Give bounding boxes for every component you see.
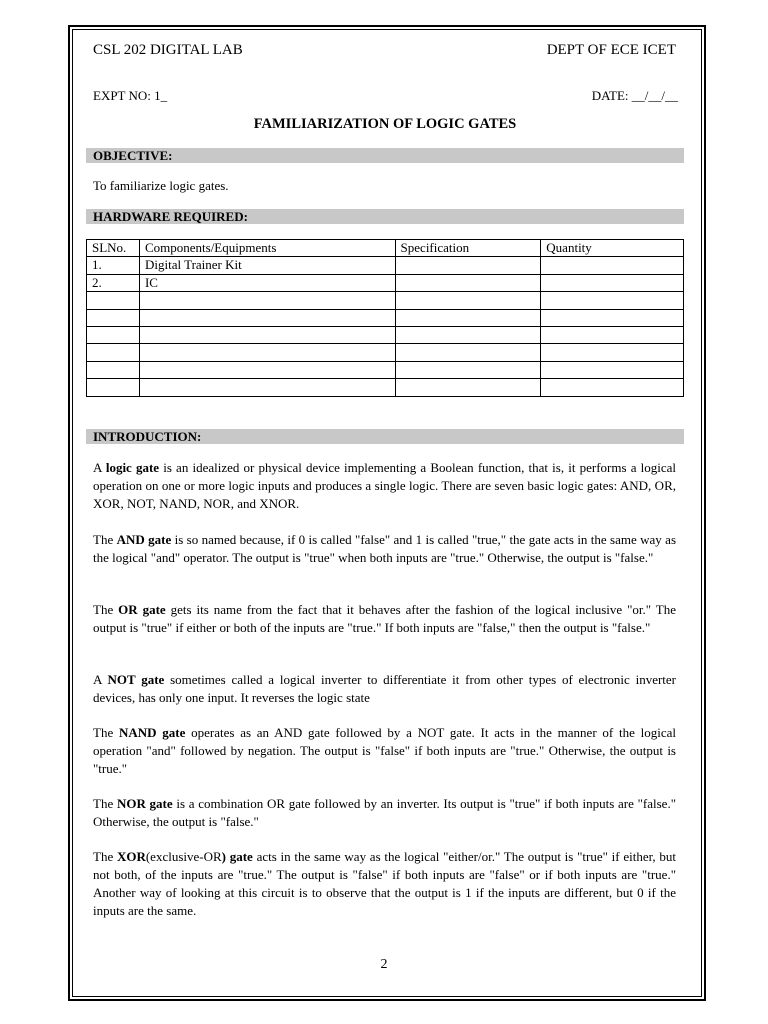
- table-row: [87, 292, 684, 309]
- paragraph-text: The: [93, 796, 117, 811]
- table-cell: [395, 309, 541, 326]
- table-cell: [87, 379, 140, 396]
- table-cell: [541, 257, 684, 274]
- table-cell: [541, 309, 684, 326]
- table-cell: [87, 309, 140, 326]
- table-cell: [541, 326, 684, 343]
- table-cell: [87, 292, 140, 309]
- bold-term: XOR: [116, 849, 146, 864]
- table-cell: [395, 379, 541, 396]
- bold-term: NAND gate: [118, 725, 186, 740]
- paragraph-text: The: [93, 602, 119, 617]
- paragraph-text: acts in the same way as the logical "either/or." The output is "true" if either, but not both, of the inputs are "true." The output is "false" if both inputs are "false" or if both inputs are "true." Another way of looking at this circuit is to observe that the output is 1 if the inputs are different, but 0 if the inputs are the same.: [93, 849, 676, 918]
- table-cell: [139, 326, 395, 343]
- paragraph-text: gets its name from the fact that it behaves after the fashion of the logical inclusive "or." The output is "true" if either or both of the inputs are "true." If both inputs are "false," then the output is "false.": [93, 602, 676, 635]
- table-header-row: [87, 240, 684, 257]
- table-cell: [395, 292, 541, 309]
- bold-term: ) gate: [221, 849, 253, 864]
- table-header-cell: Quantity: [541, 240, 684, 257]
- intro-paragraph: [93, 601, 676, 637]
- paragraph-text: sometimes called a logical inverter to differentiate it from other types of electronic inverter devices, has only one input. It reverses the logic state: [93, 672, 677, 705]
- table-header-cell: Specification: [395, 240, 541, 257]
- table-cell: [139, 361, 395, 378]
- objective-text: To familiarize logic gates.: [93, 178, 229, 193]
- table-row: [87, 274, 684, 291]
- paragraph-text: is so named because, if 0 is called "false" and 1 is called "true," the gate acts in the same way as the logical "and" operator. The output is "true" when both inputs are "true." Otherwise, the output is "false.": [93, 532, 676, 565]
- hardware-heading: HARDWARE REQUIRED:: [86, 209, 684, 224]
- page-number: 2: [380, 957, 388, 972]
- table-cell: [395, 257, 541, 274]
- intro-paragraph: [93, 848, 676, 920]
- paragraph-text: A: [93, 460, 106, 475]
- paragraph-text: is a combination OR gate followed by an inverter. Its output is "true" if both inputs are "false." Otherwise, the output is "false.": [93, 796, 676, 829]
- paragraph-text: The: [93, 532, 117, 547]
- table-cell: IC: [139, 274, 395, 291]
- table-header-cell: Components/Equipments: [139, 240, 395, 257]
- page-title: FAMILIARIZATION OF LOGIC GATES: [253, 116, 517, 132]
- intro-paragraph: [93, 795, 676, 831]
- table-cell: [87, 326, 140, 343]
- paragraph-text: (exclusive-OR: [145, 849, 222, 864]
- table-cell: [395, 326, 541, 343]
- introduction-heading: INTRODUCTION:: [86, 429, 684, 444]
- table-cell: [541, 274, 684, 291]
- paragraph-text: operates as an AND gate followed by a NOT gate. It acts in the manner of the logical operation "and" followed by negation. The output is "false" if both inputs are "true." Otherwise, the output is "true.": [93, 725, 676, 776]
- table-cell: [395, 274, 541, 291]
- intro-paragraph: [93, 724, 676, 778]
- table-cell: [541, 379, 684, 396]
- bold-term: NOR gate: [116, 796, 173, 811]
- table-cell: 2.: [87, 274, 140, 291]
- paragraph-text: The: [93, 725, 119, 740]
- bold-term: NOT gate: [107, 672, 165, 687]
- course-title: CSL 202 DIGITAL LAB: [93, 42, 243, 58]
- table-cell: [87, 344, 140, 361]
- table-cell: [87, 361, 140, 378]
- paragraph-text: The: [93, 849, 117, 864]
- table-row: [87, 326, 684, 343]
- table-row: [87, 309, 684, 326]
- date-field: DATE: __/__/__: [591, 88, 678, 103]
- table-cell: [541, 361, 684, 378]
- bold-term: logic gate: [105, 460, 160, 475]
- table-cell: [541, 344, 684, 361]
- table-row: [87, 379, 684, 396]
- table-cell: [139, 292, 395, 309]
- table-row: [87, 257, 684, 274]
- table-row: [87, 344, 684, 361]
- table-cell: Digital Trainer Kit: [139, 257, 395, 274]
- table-cell: [139, 344, 395, 361]
- table-row: [87, 361, 684, 378]
- table-cell: [541, 292, 684, 309]
- bold-term: AND gate: [116, 532, 172, 547]
- table-cell: [139, 379, 395, 396]
- department: DEPT OF ECE ICET: [546, 42, 676, 58]
- intro-paragraph: [93, 531, 676, 567]
- intro-paragraph: [93, 459, 676, 513]
- table-cell: [395, 361, 541, 378]
- paragraph-text: A: [93, 672, 108, 687]
- table-header-cell: SLNo.: [87, 240, 140, 257]
- hardware-table: [86, 239, 684, 397]
- table-cell: 1.: [87, 257, 140, 274]
- paragraph-text: is an idealized or physical device implementing a Boolean function, that is, it performs a logical operation on one or more logic inputs and produces a single logic. There are seven basic logic gates: AND, OR, XOR, NOT, NAND, NOR, and XNOR.: [93, 460, 676, 511]
- table-cell: [139, 309, 395, 326]
- intro-paragraph: [93, 671, 676, 707]
- objective-heading: OBJECTIVE:: [86, 148, 684, 163]
- experiment-number: EXPT NO: 1_: [93, 88, 168, 103]
- bold-term: OR gate: [118, 602, 166, 617]
- table-cell: [395, 344, 541, 361]
